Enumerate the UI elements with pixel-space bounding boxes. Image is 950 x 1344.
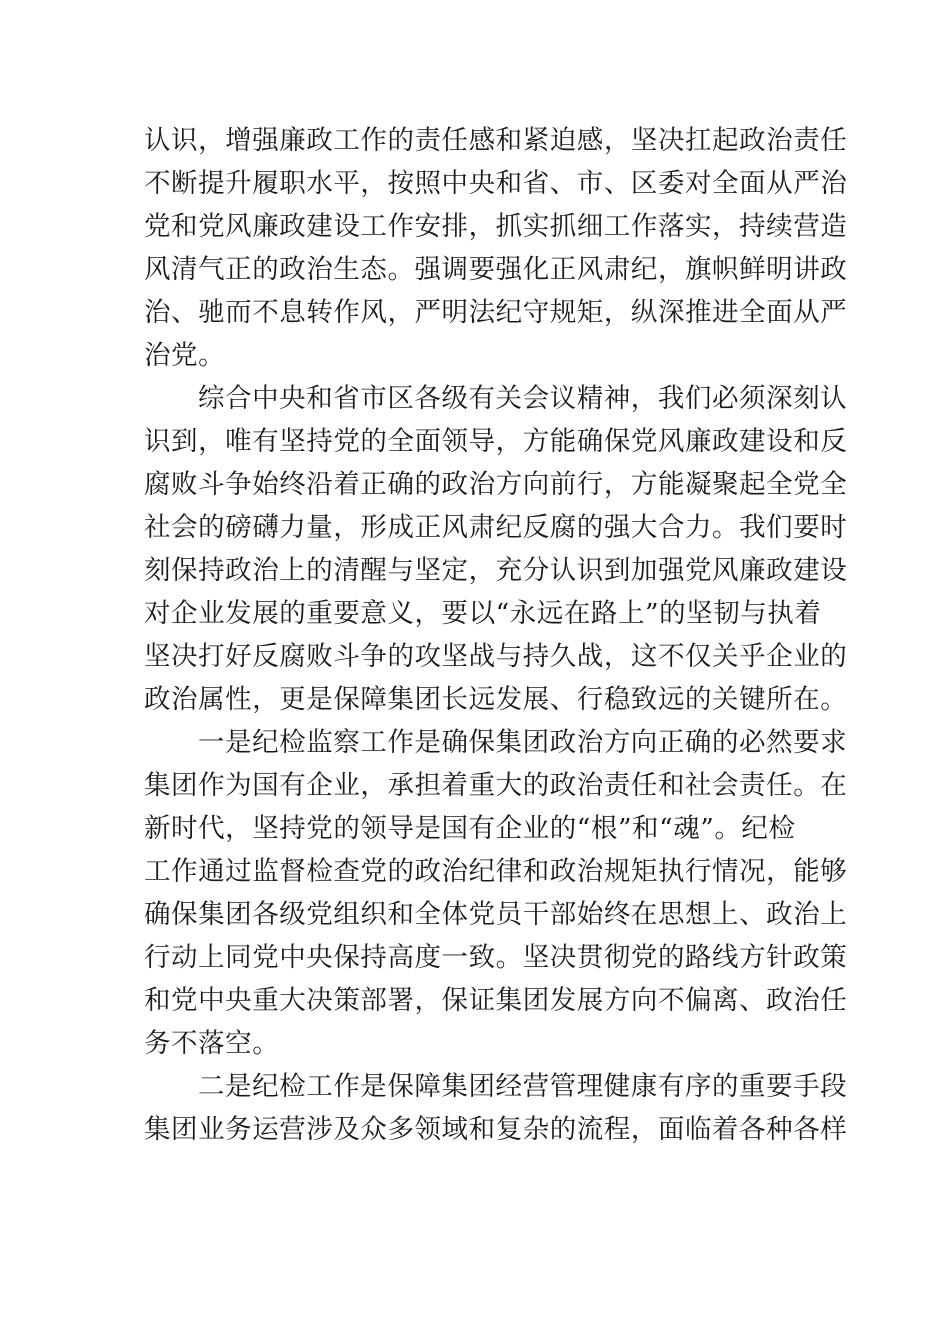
paragraph-first-line: 一是纪检监察工作是确保集团政治方向正确的必然要求 — [198, 727, 848, 758]
text-line: 新时代，坚持党的领导是国有企业的“根”和“魂”。纪检 — [144, 813, 796, 844]
text-line: 识到，唯有坚持党的全面领导，方能确保党风廉政建设和反 — [144, 426, 848, 457]
text-line: 治、驰而不息转作风，严明法纪守规矩，纵深推进全面从严 — [144, 297, 848, 328]
text-line: 集团业务运营涉及众多领域和复杂的流程，面临着各种各样 — [144, 1114, 848, 1145]
text-line: 风清气正的政治生态。强调要强化正风肃纪，旗帜鲜明讲政 — [144, 254, 848, 285]
text-line: 行动上同党中央保持高度一致。坚决贯彻党的路线方针政策 — [144, 942, 848, 973]
document-body — [144, 119, 848, 1151]
text-line: 刻保持政治上的清醒与坚定，充分认识到加强党风廉政建设 — [144, 555, 848, 586]
text-line: 政治属性，更是保障集团长远发展、行稳致远的关键所在。 — [144, 684, 848, 715]
text-line: 务不落空。 — [144, 1028, 280, 1059]
paragraph-first-line: 二是纪检工作是保障集团经营管理健康有序的重要手段 — [198, 1071, 848, 1102]
text-line: 社会的磅礴力量，形成正风肃纪反腐的强大合力。我们要时 — [144, 512, 848, 543]
text-line: 治党。 — [144, 340, 226, 371]
text-line: 腐败斗争始终沿着正确的政治方向前行，方能凝聚起全党全 — [144, 469, 848, 500]
text-line: 坚决打好反腐败斗争的攻坚战与持久战，这不仅关乎企业的 — [144, 641, 848, 672]
paragraph-first-line: 综合中央和省市区各级有关会议精神，我们必须深刻认 — [198, 383, 848, 414]
text-line: 确保集团各级党组织和全体党员干部始终在思想上、政治上 — [144, 899, 848, 930]
text-line: 集团作为国有企业，承担着重大的政治责任和社会责任。在 — [144, 770, 848, 801]
text-line: 和党中央重大决策部署，保证集团发展方向不偏离、政治任 — [144, 985, 848, 1016]
text-line: 认识，增强廉政工作的责任感和紧迫感，坚决扛起政治责任 — [144, 125, 848, 156]
text-line: 党和党风廉政建设工作安排，抓实抓细工作落实，持续营造 — [144, 211, 848, 242]
text-line: 对企业发展的重要意义，要以“永远在路上”的坚韧与执着 — [144, 598, 822, 629]
text-line: 不断提升履职水平，按照中央和省、市、区委对全面从严治 — [144, 168, 848, 199]
text-line: 工作通过监督检查党的政治纪律和政治规矩执行情况，能够 — [144, 856, 848, 887]
